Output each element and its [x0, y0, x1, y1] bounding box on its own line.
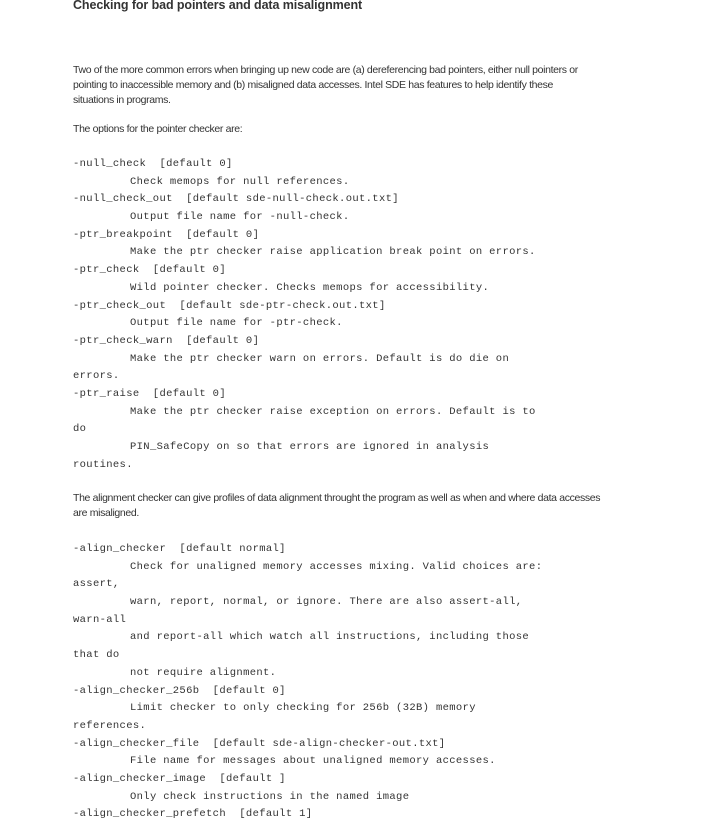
option-description-line: Check for unaligned memory accesses mixing. Valid choices are: [130, 560, 543, 573]
option-description-line: errors. [73, 370, 120, 383]
option-name: -align_checker [default normal] [73, 543, 286, 555]
alignment-options-code-block [73, 541, 542, 824]
option-description-line: Only check instructions in the named image [130, 790, 410, 803]
option-description-line: Make the ptr checker raise application break point on errors. [130, 246, 536, 259]
option-description-line: references. [73, 719, 147, 732]
option-description-line: that do [73, 649, 120, 662]
option-name: -null_check_out [default sde-null-check.out.txt] [73, 193, 399, 206]
option-description-line: Output file name for -ptr-check. [130, 317, 343, 330]
option-description-line: Make the ptr checker raise exception on errors. Default is to [130, 405, 536, 418]
option-description-line: warn, report, normal, or ignore. There are also assert-all, [130, 596, 523, 609]
option-description-line: warn-all [73, 613, 127, 626]
option-name: -align_checker_256b [default 0] [73, 684, 286, 697]
option-name: -ptr_check_out [default sde-ptr-check.out.txt] [73, 299, 386, 312]
option-description-line: assert, [73, 578, 120, 591]
pointer-options-code-block [73, 156, 536, 474]
alignment-intro-paragraph: The alignment checker can give profiles of data alignment throught the program as well as when and where data accesses are misaligned. [73, 492, 601, 519]
intro-paragraph: Two of the more common errors when bringing up new code are (a) dereferencing bad pointers, either null pointers or pointing to inaccessible memory and (b) misaligned data accesses. Intel SDE has features to help identify these situations in programs. [73, 64, 578, 106]
section-title: Checking for bad pointers and data misalignment [73, 0, 363, 12]
option-description-line: Check memops for null references. [130, 175, 350, 188]
option-description-line: routines. [73, 458, 133, 471]
option-name: -align_checker_image [default ] [73, 772, 286, 785]
option-name: -align_checker_prefetch [default 1] [73, 808, 313, 821]
option-description-line: PIN_SafeCopy on so that errors are ignored in analysis [130, 441, 490, 453]
option-description-line: Wild pointer checker. Checks memops for accessibility. [130, 281, 490, 294]
option-description-line: Make the ptr checker warn on errors. Default is do die on [130, 352, 510, 365]
option-description-line: do [73, 423, 87, 436]
option-name: -ptr_check [default 0] [73, 264, 226, 277]
option-name: -null_check [default 0] [73, 158, 233, 170]
option-description-line: Output file name for -null-check. [130, 211, 350, 224]
option-description-line: Limit checker to only checking for 256b (32B) memory [130, 702, 476, 715]
option-name: -ptr_raise [default 0] [73, 387, 226, 400]
option-name: -align_checker_file [default sde-align-checker-out.txt] [73, 737, 446, 750]
option-name: -ptr_check_warn [default 0] [73, 334, 260, 347]
pointer-options-heading: The options for the pointer checker are: [73, 123, 243, 135]
option-description-line: not require alignment. [130, 666, 277, 679]
option-description-line: and report-all which watch all instructions, including those [130, 631, 530, 644]
option-description-line: File name for messages about unaligned memory accesses. [130, 755, 496, 768]
option-name: -ptr_breakpoint [default 0] [73, 228, 260, 241]
